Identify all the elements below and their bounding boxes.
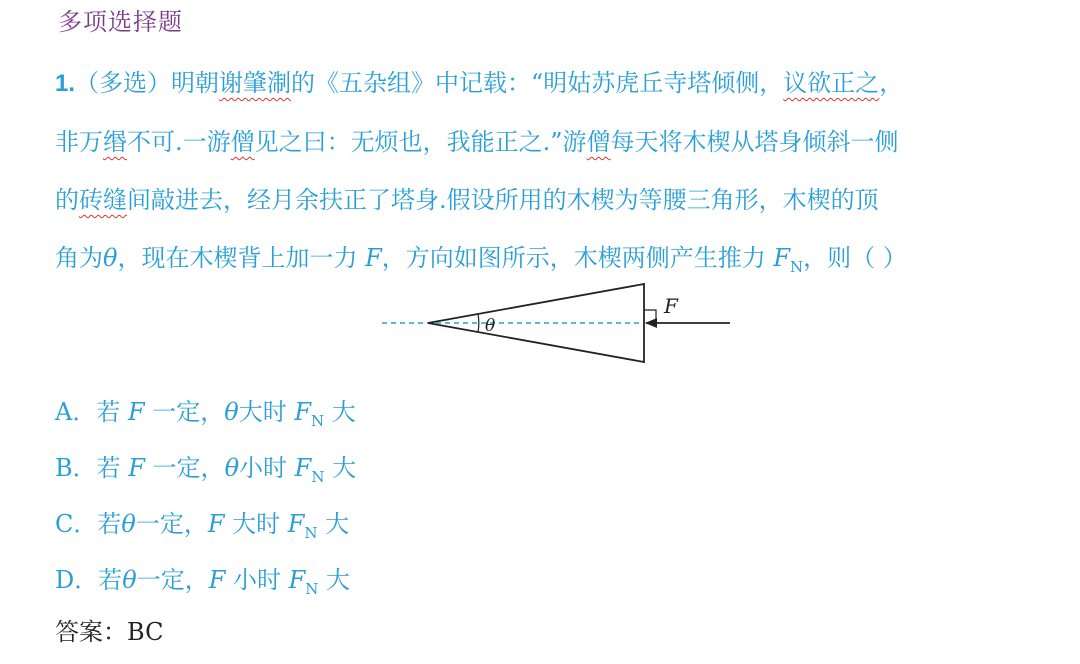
question-number: 1. <box>55 70 76 97</box>
question-line-2 <box>55 113 1065 171</box>
force-arrowhead <box>645 318 657 328</box>
text-run: 一定， <box>144 454 225 482</box>
text-run: 砖缝 <box>79 186 127 214</box>
text-run: 的《五杂组》中记载：“明姑苏虎丘寺塔倾侧， <box>291 69 784 97</box>
variable: θ <box>224 398 239 426</box>
text-run: 不可.一游 <box>127 128 231 156</box>
force-label: F <box>664 294 678 318</box>
variable: θ <box>121 510 136 538</box>
option-c[interactable] <box>55 504 349 542</box>
question-line-1 <box>55 54 1065 113</box>
text-run: 小时 <box>225 566 289 594</box>
text-run: 间敲进去，经月余扶正了塔身.假设所用的木楔为等腰三角形，木楔的顶 <box>127 186 879 214</box>
text-run: 僧 <box>230 128 255 156</box>
text-run: 一定， <box>135 510 208 538</box>
subscript: N <box>305 579 319 598</box>
text-run: 大 <box>318 566 351 594</box>
option-prefix: A．若 <box>55 398 128 426</box>
text-run: 一定， <box>136 566 209 594</box>
variable: F <box>288 566 306 594</box>
normal-force-symbol: F <box>773 244 791 272</box>
variable: F <box>207 510 225 538</box>
text-run: 大时 <box>224 510 288 538</box>
text-run: 大 <box>324 398 356 426</box>
variable: F <box>128 454 145 482</box>
wedge-diagram <box>380 278 740 370</box>
text-run: （多选）明朝 <box>75 69 220 97</box>
text-run: 大 <box>317 510 350 538</box>
question-text <box>55 54 1065 296</box>
angle-arc <box>478 314 479 332</box>
text-run: ，方向如图所示，木楔两侧产生推力 <box>381 244 774 272</box>
subscript: N <box>304 523 318 542</box>
angle-label: θ <box>485 316 496 336</box>
text-run: 每天将木楔从塔身倾斜一侧 <box>610 128 899 156</box>
text-run: 大 <box>324 454 357 482</box>
variable: F <box>287 510 305 538</box>
text-run: ，则（ ） <box>803 244 907 272</box>
option-d[interactable] <box>55 560 350 598</box>
subscript: N <box>311 411 325 430</box>
text-run: 议欲正之 <box>783 69 880 97</box>
text-run: 见之曰：无烦也，我能正之.”游 <box>254 128 587 156</box>
option-prefix: B．若 <box>55 454 129 482</box>
text-run: 僧 <box>586 128 611 156</box>
text-run: ，现在木楔背上加一力 <box>117 244 366 272</box>
text-run: 的 <box>55 186 79 214</box>
text-run: 缗 <box>103 128 127 156</box>
variable: θ <box>224 454 240 482</box>
option-prefix: D．若 <box>55 566 123 594</box>
text-run: 角为 <box>55 244 103 272</box>
text-run: 大时 <box>238 398 295 426</box>
question-line-3 <box>55 171 1065 229</box>
section-title: 多项选择题 <box>58 8 183 36</box>
option-b[interactable] <box>55 448 356 486</box>
variable: F <box>208 566 226 594</box>
variable: F <box>294 454 312 482</box>
text-run: 小时 <box>239 454 295 482</box>
option-prefix: C．若 <box>55 510 122 538</box>
text-run: 一定， <box>144 398 225 426</box>
force-symbol: F <box>365 244 382 272</box>
variable: θ <box>122 566 137 594</box>
theta-symbol: θ <box>103 244 118 272</box>
subscript: N <box>790 257 804 276</box>
text-run: 谢肇淛 <box>219 69 292 97</box>
variable: F <box>127 398 145 426</box>
variable: F <box>294 398 312 426</box>
text-run: 非万 <box>55 128 103 156</box>
subscript: N <box>311 467 325 486</box>
option-a[interactable] <box>55 392 356 430</box>
text-run: ， <box>879 69 904 97</box>
answer-text: 答案：BC <box>55 618 164 646</box>
